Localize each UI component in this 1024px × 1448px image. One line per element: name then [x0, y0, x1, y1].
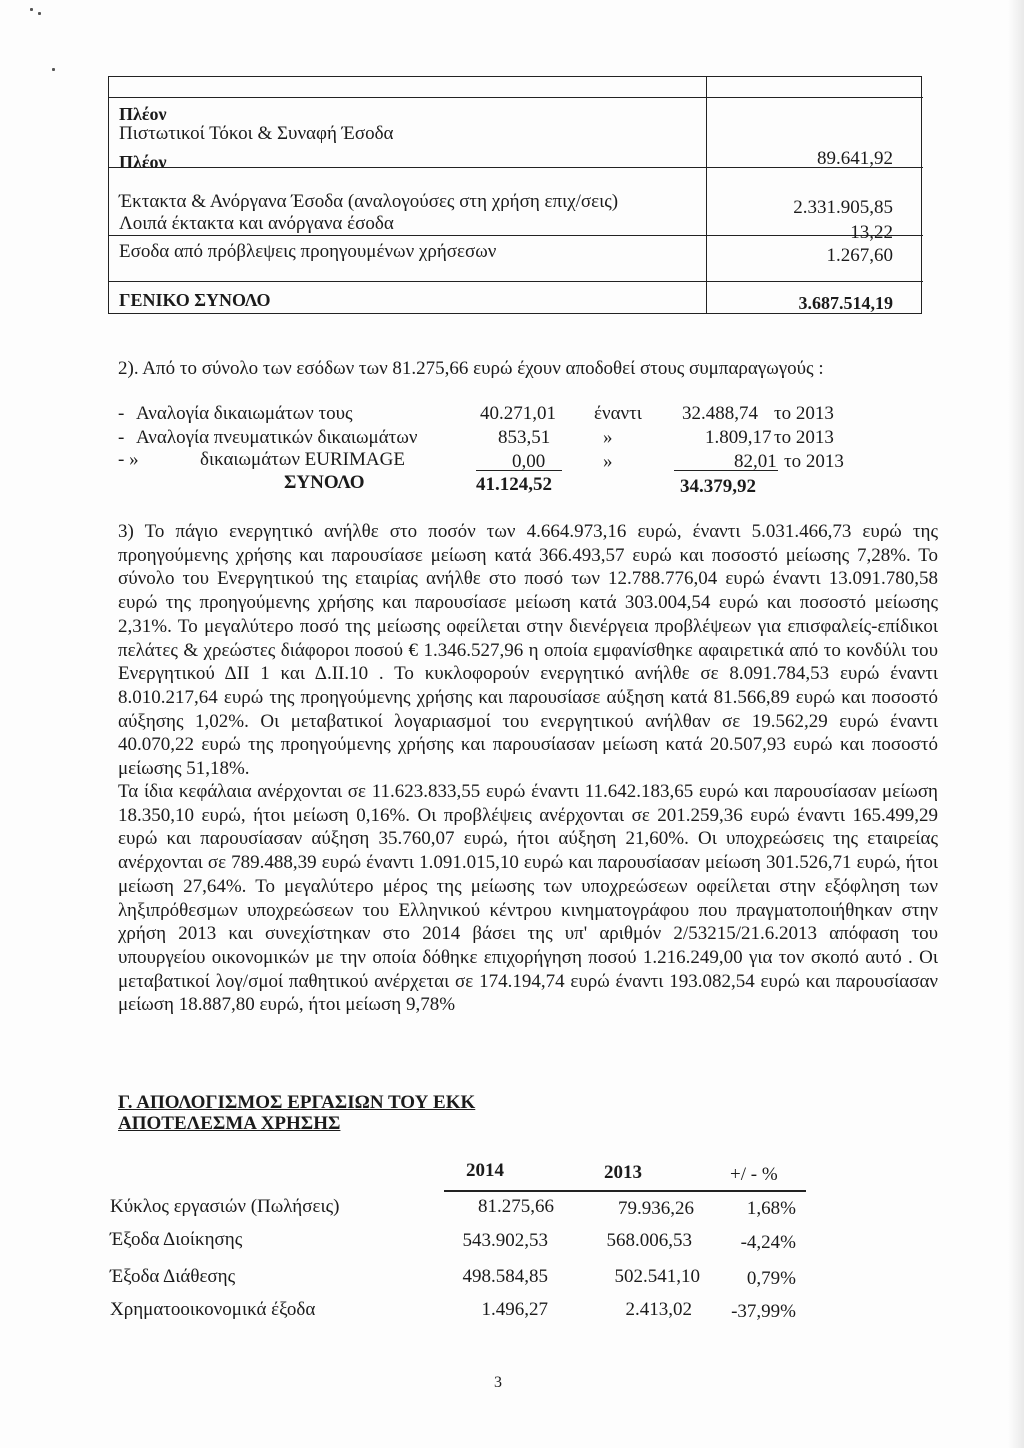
- results-row-pct: -4,24%: [740, 1232, 796, 1253]
- section2-total-value: 41.124,52: [476, 474, 552, 495]
- section2-row-prev: 82,01: [734, 451, 777, 472]
- paragraph-equity-liabilities: Τα ίδια κεφάλαια ανέρχονται σε 11.623.833,55 ευρώ έναντι 11.642.183,65 ευρώ και παρουσίασαν μείωση 18.350,10 ευρώ, ήτοι μείωση 0,16%. Οι προβλέψεις ανέρχονται σε 201.259,36 ευρώ έναντι 165.499,29 ευρώ και παρουσίασαν αύξηση 35.760,07 ευρώ, ήτοι αύξηση 21,60%. Οι υποχρεώσεις της εταιρείας ανέρχονται σε 789.488,39 ευρώ έναντι 1.091.015,10 ευρώ και παρουσίασαν μείωση 301.526,71 ευρώ, ήτοι μείωση 27,64%. Το μεγαλύτερο μέρος της μείωσης των υποχρεώσεων οφείλεται στην εξόφληση των ληξιπρόθεσμων υποχρεώσεων του Ελληνικού κέντρου κινηματογράφου που πραγματοποιήθηκαν στην χρήση 2013 και συνεχίστηκαν στο 2014 βάσει της υπ' αριθμόν 2/53215/21.6.2013 απόφαση του υπουργείου οικονομικών με την οποία δόθηκε επιχορήγηση ποσού 1.216.249,00 για τον σκοπό αυτό . Οι μεταβατικοί λογ/σμοί παθητικού ανέρχεται σε 174.194,74 ευρώ έναντι 193.082,54 ευρώ και παρουσίασαν μείωση 18.887,80 ευρώ, ήτοι μείωση 9,78%: [118, 781, 938, 1016]
- section-subheading: ΑΠΟΤΕΛΕΣΜΑ ΧΡΗΣΗΣ: [118, 1113, 341, 1134]
- section2-total-prev: 34.379,92: [680, 476, 756, 497]
- paragraph-assets: 3) Το πάγιο ενεργητικό ανήλθε στο ποσόν των 4.664.973,16 ευρώ, έναντι 5.031.466,73 ευρώ της προηγούμενης χρήσης και παρουσίασε μείωση κατά 366.493,57 ευρώ και ποσοστό μείωσης 7,28%. Το σύνολο του Ενεργητικού της εταιρίας ανήλθε στο ποσό των 12.788.776,04 ευρώ έναντι 13.091.780,58 ευρώ της προηγούμενης χρήσης και παρουσίασε μείωση κατά 303.004,54 ευρώ και ποσοστό μείωσης 2,31%. Το μεγαλύτερο ποσό της μείωσης οφείλεται στην διενέργεια προβλέψεων για επισφαλείς-επίδικοι πελάτες & χρεώστες διάφοροι ποσού € 1.346.527,96 η οποία εμφανίσθηκε αφαιρετικά από το κονδύλι του Ενεργητικού ΔΙΙ 1 και Δ.ΙΙ.10 . Το κυκλοφορούν ενεργητικό ανήλθε σε 8.091.784,53 ευρώ έναντι 8.010.217,64 ευρώ της προηγούμενης χρήσης και παρουσίασε αύξηση κατά 81.566,89 ευρώ και ποσοστό αύξησης 1,02%. Οι μεταβατικοί λογαριασμοί του ενεργητικού ανήλθαν σε 19.562,29 ευρώ έναντι 40.070,22 ευρώ της προηγούμενης χρήσης και παρουσίασαν μείωση κατά 20.507,93 ευρώ και ποσοστό μείωσης 51,18%.: [118, 521, 938, 780]
- table-row-value: 89.641,92: [817, 148, 893, 169]
- section2-row-label: δικαιωμάτων EURIMAGE: [200, 449, 405, 470]
- income-summary-table: [108, 76, 922, 314]
- results-row-2013: 568.006,53: [606, 1230, 692, 1251]
- section2-row-sep: »: [603, 451, 613, 472]
- table-row-value: 1.267,60: [826, 245, 893, 266]
- table-total-label: ΓΕΝΙΚΟ ΣΥΝΟΛΟ: [119, 290, 271, 310]
- section-heading: Γ. ΑΠΟΛΟΓΙΣΜΟΣ ΕΡΓΑΣΙΩΝ ΤΟΥ ΕΚΚ: [118, 1092, 476, 1113]
- results-row-2014: 1.496,27: [481, 1299, 548, 1320]
- results-row-pct: 0,79%: [746, 1268, 796, 1289]
- section2-total-label: ΣΥΝΟΛΟ: [284, 472, 365, 493]
- scan-speck: [52, 68, 55, 71]
- section2-row-prev: 1.809,17: [705, 427, 772, 448]
- section2-row-value: 0,00: [512, 451, 546, 472]
- section2-row-prev: 32.488,74: [682, 403, 758, 424]
- section2-row-label: Αναλογία πνευματικών δικαιωμάτων: [136, 427, 418, 448]
- table-row-value: 13,22: [850, 222, 893, 243]
- section2-row-dash: -: [118, 427, 125, 448]
- results-row-2014: 543.902,53: [462, 1230, 548, 1251]
- results-row-label: Κύκλος εργασιών (Πωλήσεις): [110, 1196, 340, 1217]
- section2-row-sep: έναντι: [594, 403, 642, 424]
- table-row-label: Πλέον: [119, 104, 167, 124]
- table-column-divider: [706, 77, 707, 313]
- table-row-label: Έκτακτα & Ανόργανα Έσοδα (αναλογούσες στη χρήση επιχ/σεις): [119, 191, 619, 212]
- results-row-pct: 1,68%: [746, 1198, 796, 1219]
- section2-row-value: 853,51: [498, 427, 551, 448]
- subtotal-rule: [476, 470, 562, 471]
- results-row-label: Χρηματοοικονομικά έξοδα: [110, 1299, 316, 1320]
- section2-row-sep: »: [603, 427, 613, 448]
- table-row-value: 2.331.905,85: [793, 197, 893, 218]
- column-header-2014: 2014: [466, 1160, 504, 1181]
- section2-row-year: το 2013: [774, 403, 834, 424]
- column-header-2013: 2013: [604, 1162, 642, 1183]
- table-row-divider: [109, 167, 923, 168]
- column-header-change: +/ - %: [730, 1164, 778, 1185]
- section2-row-dash: -: [118, 403, 125, 424]
- section2-row-year: το 2013: [774, 427, 834, 448]
- table-row-divider: [109, 97, 923, 98]
- scan-speck: [38, 12, 41, 15]
- results-row-2014: 498.584,85: [462, 1266, 548, 1287]
- results-row-pct: -37,99%: [731, 1301, 796, 1322]
- table-row-divider: [109, 235, 923, 236]
- scan-speck: [30, 8, 33, 11]
- section2-row-year: το 2013: [784, 451, 844, 472]
- table-row-divider: [109, 281, 923, 282]
- page-number: 3: [494, 1374, 502, 1391]
- results-row-2013: 2.413,02: [625, 1299, 692, 1320]
- table-row-label: Πιστωτικοί Τόκοι & Συναφή Έσοδα: [119, 123, 394, 144]
- subtotal-rule: [674, 470, 778, 471]
- section2-row-value: 40.271,01: [480, 403, 556, 424]
- results-row-2014: 81.275,66: [478, 1196, 554, 1217]
- results-row-label: Έξοδα Διάθεσης: [110, 1266, 236, 1287]
- results-row-2013: 502.541,10: [614, 1266, 700, 1287]
- results-row-label: Έξοδα Διοίκησης: [110, 1229, 243, 1250]
- section2-intro: 2). Από το σύνολο των εσόδων των 81.275,66 ευρώ έχουν αποδοθεί στους συμπαραγωγούς :: [118, 358, 824, 379]
- scan-edge-shadow: [1008, 0, 1024, 1448]
- table-total-value: 3.687.514,19: [798, 293, 893, 313]
- results-row-2013: 79.936,26: [618, 1198, 694, 1219]
- table-row-label: Πλέον: [119, 152, 167, 172]
- table-row-label: Λοιπά έκτακτα και ανόργανα έσοδα: [119, 213, 394, 234]
- header-rule: [444, 1190, 806, 1192]
- table-row-label: Εσοδα από πρόβλεψεις προηγουμένων χρήσεσων: [119, 241, 497, 262]
- section2-row-dash: - »: [118, 449, 139, 470]
- section2-row-label: Αναλογία δικαιωμάτων τους: [136, 403, 353, 424]
